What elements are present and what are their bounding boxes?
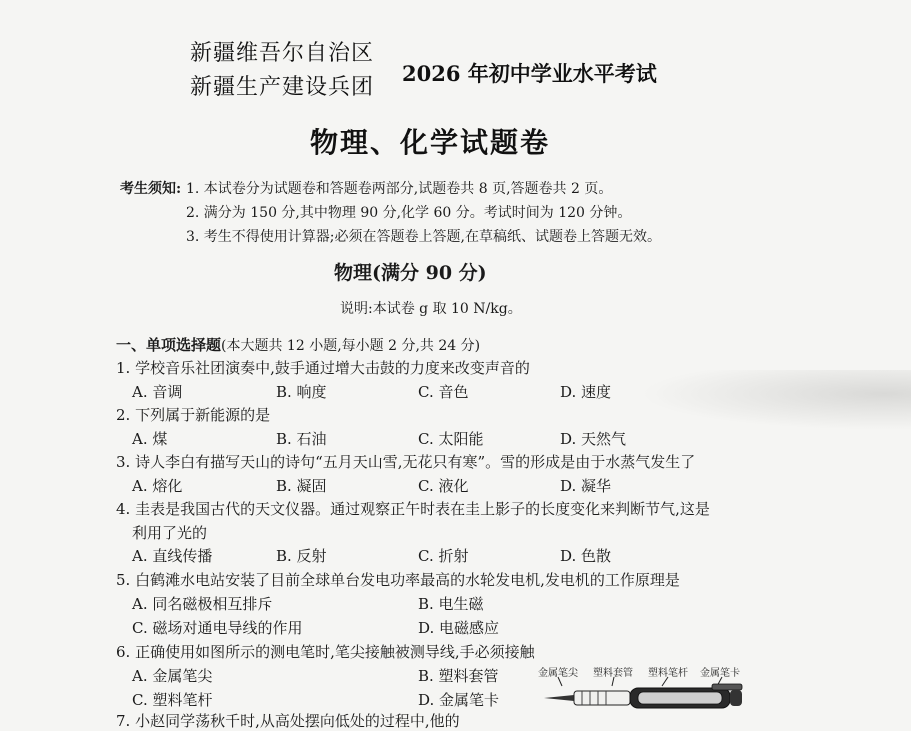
question-6-option-d: D. 金属笔卡 bbox=[418, 691, 500, 709]
question-2-option-b: B. 石油 bbox=[276, 430, 327, 448]
leader-line-barrel bbox=[662, 677, 668, 686]
question-4-option-d: D. 色散 bbox=[560, 547, 612, 565]
question-5-stem: 5. 白鹤滩水电站安装了目前全球单台发电功率最高的水轮发电机,发电机的工作原理是 bbox=[116, 571, 680, 589]
part1-heading-title: 一、单项选择题 bbox=[116, 336, 222, 354]
question-5-option-c: C. 磁场对通电导线的作用 bbox=[132, 619, 303, 637]
question-2-option-d: D. 天然气 bbox=[560, 430, 627, 448]
leader-line-tip bbox=[558, 677, 562, 686]
pen-cap-shape bbox=[730, 690, 742, 706]
region-line-2: 新疆生产建设兵团 bbox=[190, 75, 375, 100]
metal-tip-shape bbox=[544, 695, 574, 701]
metal-clip-shape bbox=[712, 684, 742, 690]
physics-note: 说明:本试卷 g 取 10 N/kg。 bbox=[340, 301, 522, 317]
question-5-option-a: A. 同名磁极相互排斥 bbox=[132, 595, 273, 613]
question-1-stem: 1. 学校音乐社团演奏中,鼓手通过增大击鼓的力度来改变声音的 bbox=[116, 359, 530, 377]
question-5-option-d: D. 电磁感应 bbox=[418, 619, 500, 637]
question-4-option-a: A. 直线传播 bbox=[132, 547, 213, 565]
question-7-stem: 7. 小赵同学荡秋千时,从高处摆向低处的过程中,他的 bbox=[116, 712, 460, 730]
exam-title: 2026 年初中学业水平考试 bbox=[402, 61, 657, 86]
scan-shadow bbox=[640, 370, 911, 430]
question-6-option-c: C. 塑料笔杆 bbox=[132, 691, 213, 709]
question-3-option-d: D. 凝华 bbox=[560, 477, 612, 495]
paper-title: 物理、化学试题卷 bbox=[310, 126, 551, 159]
part1-heading bbox=[116, 334, 480, 355]
region-line-1: 新疆维吾尔自治区 bbox=[190, 41, 375, 66]
question-1-option-c: C. 音色 bbox=[418, 383, 469, 401]
question-2-option-a: A. 煤 bbox=[132, 430, 168, 448]
question-1-option-b: B. 响度 bbox=[276, 383, 327, 401]
question-6-option-a: A. 金属笔尖 bbox=[132, 667, 213, 685]
figure-label-metal-tip: 金属笔尖 bbox=[538, 668, 578, 679]
notice-item-3: 3. 考生不得使用计算器;必须在答题卷上答题,在草稿纸、试题卷上答题无效。 bbox=[186, 229, 661, 245]
question-4-option-b: B. 反射 bbox=[276, 547, 327, 565]
figure-label-plastic-sleeve: 塑料套管 bbox=[593, 668, 633, 679]
question-3-option-b: B. 凝固 bbox=[276, 477, 327, 495]
question-3-stem: 3. 诗人李白有描写天山的诗句“五月天山雪,无花只有寒”。雪的形成是由于水蒸气发生了 bbox=[116, 453, 696, 471]
question-3-option-a: A. 熔化 bbox=[132, 477, 183, 495]
part1-heading-note: (本大题共 12 小题,每小题 2 分,共 24 分) bbox=[221, 338, 481, 354]
figure-label-metal-clip: 金属笔卡 bbox=[700, 668, 740, 679]
question-5-option-b: B. 电生磁 bbox=[418, 595, 484, 613]
question-2-stem: 2. 下列属于新能源的是 bbox=[116, 406, 271, 424]
question-1-option-a: A. 音调 bbox=[132, 383, 183, 401]
notice-label: 考生须知: bbox=[120, 181, 182, 197]
question-6-stem: 6. 正确使用如图所示的测电笔时,笔尖接触被测导线,手必须接触 bbox=[116, 643, 535, 661]
leader-line-sleeve bbox=[612, 677, 614, 686]
question-3-option-c: C. 液化 bbox=[418, 477, 469, 495]
question-6-option-b: B. 塑料套管 bbox=[418, 667, 499, 685]
question-4-option-c: C. 折射 bbox=[418, 547, 469, 565]
screwdriver-body bbox=[544, 684, 742, 708]
question-1-option-d: D. 速度 bbox=[560, 383, 612, 401]
question-2-option-c: C. 太阳能 bbox=[418, 430, 484, 448]
test-pen-figure bbox=[540, 676, 760, 712]
question-4-stem-line-2: 利用了光的 bbox=[132, 524, 208, 542]
physics-title: 物理(满分 90 分) bbox=[334, 262, 487, 284]
question-4-stem: 4. 圭表是我国古代的天文仪器。通过观察正午时表在圭上影子的长度变化来判断节气,这是 bbox=[116, 500, 710, 518]
notice-item-2: 2. 满分为 150 分,其中物理 90 分,化学 60 分。考试时间为 120 分钟。 bbox=[186, 205, 632, 221]
notice-item-1: 1. 本试卷分为试题卷和答题卷两部分,试题卷共 8 页,答题卷共 2 页。 bbox=[186, 181, 613, 197]
figure-label-plastic-barrel: 塑料笔杆 bbox=[648, 668, 688, 679]
